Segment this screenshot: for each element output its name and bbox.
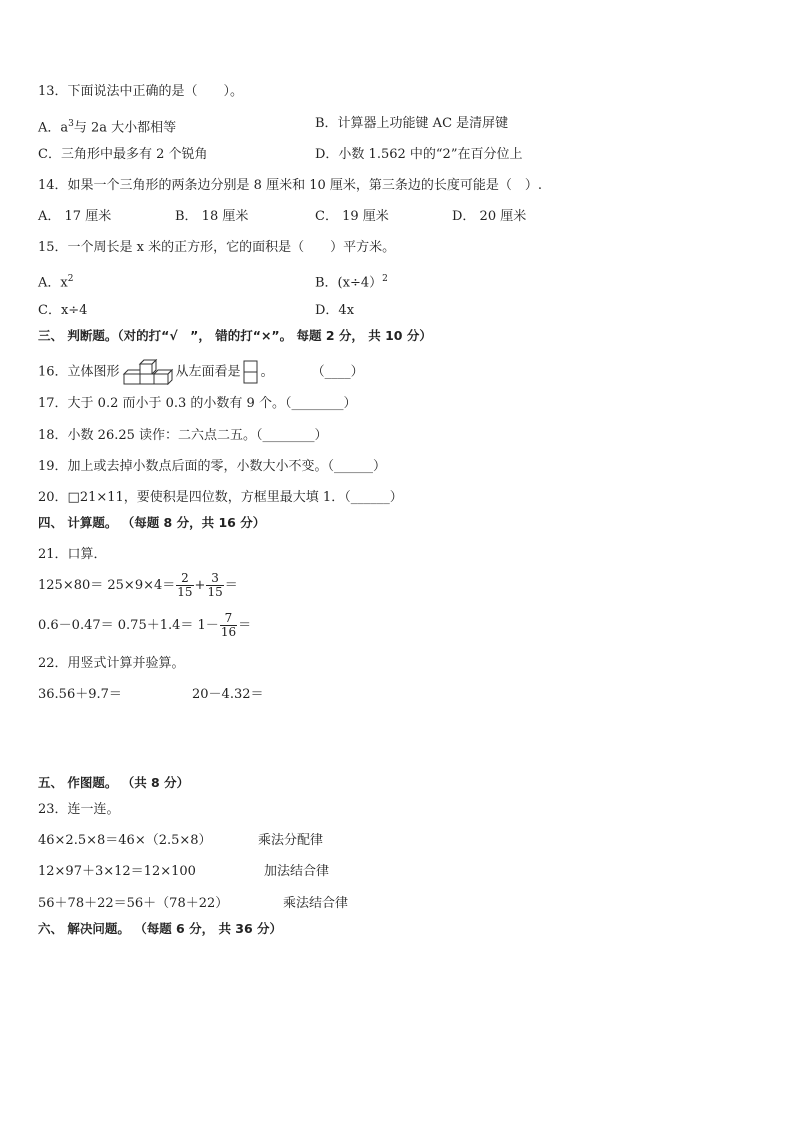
q15-option-d: D．4x	[315, 303, 355, 318]
q23-stem: 23．连一连。	[38, 802, 120, 817]
q22-stem: 22．用竖式计算并验算。	[38, 656, 185, 671]
q23-right-2[interactable]: 加法结合律	[264, 864, 330, 879]
q13-stem: 13．下面说法中正确的是（ ）。	[38, 84, 244, 99]
q16-answer-blank[interactable]: （____）	[311, 364, 364, 380]
q15-option-c: C．x÷4	[38, 303, 88, 318]
q13-option-b: B．计算器上功能键 AC 是清屏键	[315, 116, 509, 131]
q13-option-c: C．三角形中最多有 2 个锐角	[38, 147, 208, 162]
q21-fraction-3: $\frac{7}{16}$	[220, 611, 237, 639]
q17: 17．大于 0.2 而小于 0.3 的小数有 9 个。（________）	[38, 396, 357, 411]
q14-option-d: D． 20 厘米	[452, 209, 527, 224]
q21-row1: 125×80＝ 25×9×4＝ $\frac{2}{15}$ + $\frac{3}{15}$ ＝	[38, 571, 238, 599]
q16-line	[38, 359, 364, 385]
q21-expr-4: 0.75＋1.4＝	[117, 618, 194, 633]
q13-option-a: A．$a^3$与 2a 大小都相等	[38, 119, 177, 136]
q22-expr-2: 20－4.32＝	[192, 687, 264, 702]
q22-expr-1: 36.56＋9.7＝	[38, 687, 122, 702]
q23-right-1[interactable]: 乘法分配律	[258, 833, 324, 848]
q19: 19．加上或去掉小数点后面的零，小数大小不变。（______）	[38, 459, 387, 474]
q16-pre: 16．立体图形	[38, 364, 120, 380]
q23-left-1[interactable]: 46×2.5×8＝46×（2.5×8）	[38, 833, 212, 848]
q21-fraction-1: $\frac{2}{15}$	[177, 571, 193, 599]
q18: 18．小数 26.25 读作：二六点二五。（________）	[38, 428, 328, 443]
q16-post: 。	[260, 364, 274, 380]
q21-row2: 0.6－0.47＝ 0.75＋1.4＝ 1－ $\frac{7}{16}$ ＝	[38, 611, 252, 639]
left-view-icon	[243, 360, 259, 384]
q21-stem: 21．口算．	[38, 547, 107, 562]
q21-expr-1: 125×80＝	[38, 578, 104, 593]
q14-option-c: C． 19 厘米	[315, 209, 389, 224]
section-6-heading: 六、 解决问题。 （每题 6 分， 共 36 分）	[38, 921, 283, 936]
q14-stem: 14．如果一个三角形的两条边分别是 8 厘米和 10 厘米，第三条边的长度可能是（ ）.	[38, 178, 543, 193]
q21-expr-2: 25×9×4＝	[107, 578, 176, 593]
q14-option-b: B． 18 厘米	[175, 209, 249, 224]
q23-left-2[interactable]: 12×97＋3×12＝12×100	[38, 864, 196, 879]
q21-expr-3: 0.6－0.47＝	[38, 618, 114, 633]
q13-option-d: D．小数 1.562 中的“2”在百分位上	[315, 147, 523, 162]
q23-right-3[interactable]: 乘法结合律	[283, 896, 349, 911]
q15-option-b: B．(x÷4）$^2$	[315, 274, 388, 291]
section-3-heading: 三、 判断题。（对的打“√ ”， 错的打“×”。 每题 2 分， 共 10 分）	[38, 328, 432, 343]
q21-fraction-2: $\frac{3}{15}$	[207, 571, 223, 599]
q15-option-a: A．$x^2$	[38, 274, 74, 291]
q20: 20．□21×11，要使积是四位数，方框里最大填 1．（______）	[38, 490, 403, 505]
q23-left-3[interactable]: 56＋78＋22＝56＋（78＋22）	[38, 896, 229, 911]
q16-mid: 从左面看是	[175, 364, 241, 380]
q14-option-a: A． 17 厘米	[38, 209, 112, 224]
section-5-heading: 五、 作图题。 （共 8 分）	[38, 775, 190, 790]
section-4-heading: 四、 计算题。 （每题 8 分，共 16 分）	[38, 515, 266, 530]
q15-stem: 15．一个周长是 x 米的正方形，它的面积是（ ）平方米。	[38, 240, 396, 255]
cube-figure-icon	[122, 359, 174, 385]
